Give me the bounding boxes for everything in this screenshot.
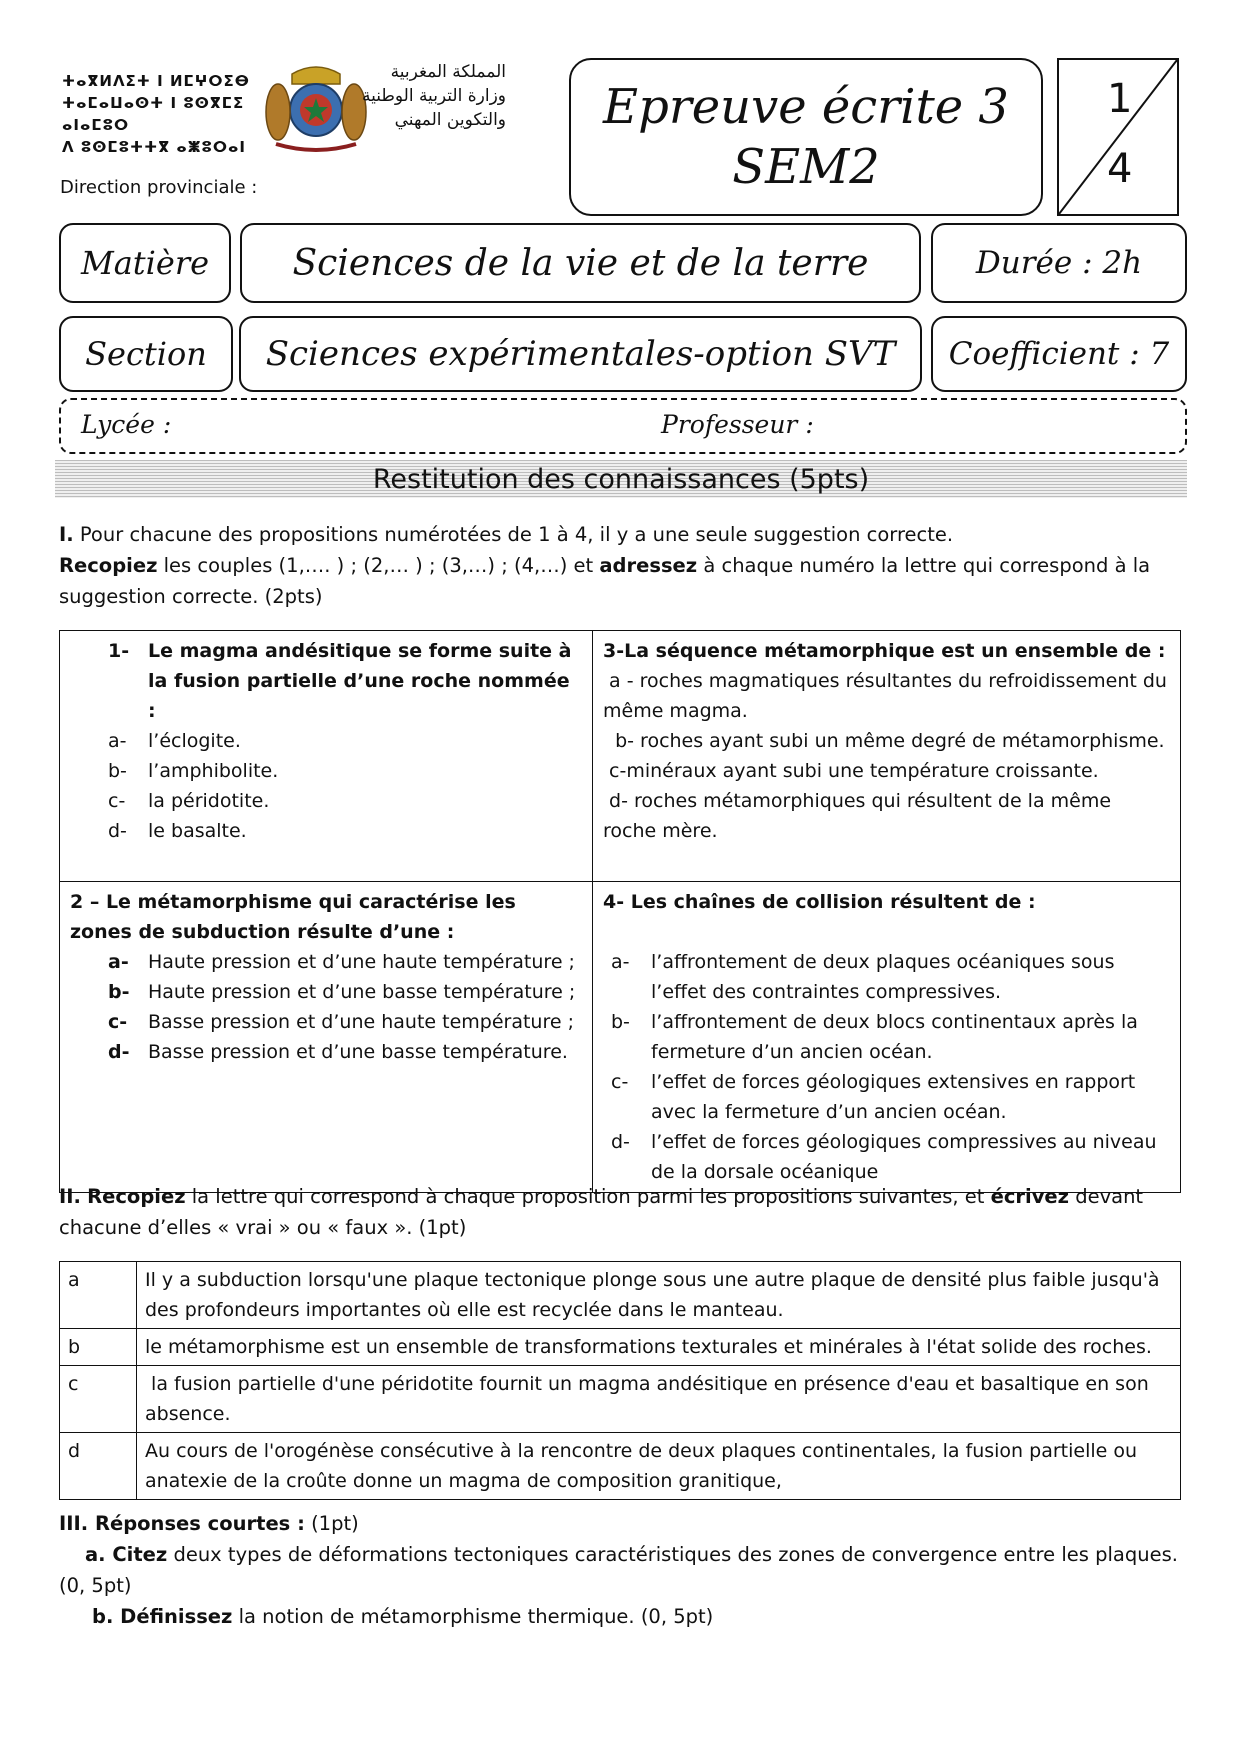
table-row: c la fusion partielle d'une péridotite fournit un magma andésitique en présence d'eau et basaltique en son absence. <box>60 1366 1181 1433</box>
list-item: b- l’affrontement de deux blocs continentaux après la fermeture d’un ancien océan. <box>611 1011 1138 1063</box>
part1-instructions: I. Pour chacune des propositions numérotées de 1 à 4, il y a une seule suggestion correcte. Recopiez les couples (1,…. ) ; (2,… ) ; (3,…) ; (4,…) et adressez à chaque numéro la lettre qui correspond à la suggestion correcte. (2pts) <box>59 523 1151 608</box>
question-2: 2 – Le métamorphisme qui caractérise les zones de subduction résulte d’une : a- Haute pression et d’une haute température ; b- Haute pression et d’une basse température ; c- Basse pression et d’une haute température ; d- Basse pression et d’une basse température. <box>60 882 593 1193</box>
professeur-label: Professeur : <box>661 410 814 439</box>
list-item: d- le basalte. <box>108 820 247 842</box>
section-title: Restitution des connaissances (5pts) <box>372 463 870 495</box>
question-4: 4- Les chaînes de collision résultent de : a- l’affrontement de deux plaques océaniques sous l’effet des contraintes compressives. b- l’affrontement de deux blocs continentaux après la fermeture d’un ancien océan. c- l’effet de forces géologiques extensives en rapport avec la fermeture d’un ancien océan. d- l’effet de forces géologiques compressives au niveau de la dorsale océanique <box>593 882 1181 1193</box>
section-label: Section <box>59 316 233 392</box>
list-item: a- Haute pression et d’une haute température ; <box>108 951 575 973</box>
exam-title: Epreuve écrite 3 <box>603 79 1009 135</box>
table-row: b le métamorphisme est un ensemble de transformations texturales et minérales à l'état solide des roches. <box>60 1329 1181 1366</box>
question-3: 3-La séquence métamorphique est un ensemble de : a - roches magmatiques résultantes du refroidissement du même magma. b- roches ayant subi un même degré de métamorphisme. c-minéraux ayant subi une température croissante. d- roches métamorphiques qui résultent de la même roche mère. <box>593 631 1181 882</box>
list-item: c- la péridotite. <box>108 790 270 812</box>
page-total: 4 <box>1107 146 1133 192</box>
list-item: b- l’amphibolite. <box>108 760 279 782</box>
table-row: a Il y a subduction lorsqu'une plaque tectonique plonge sous une autre plaque de densité plus faible jusqu'à des profondeurs importantes où elle est recyclée dans le manteau. <box>60 1262 1181 1329</box>
arabic-ministry-name: المملكة المغربية وزارة التربية الوطنية والتكوين المهني <box>361 62 506 130</box>
list-item: c- Basse pression et d’une haute température ; <box>108 1011 574 1033</box>
page-number: 1 <box>1107 76 1133 122</box>
list-item: d- roches métamorphiques qui résultent de la même roche mère. <box>603 790 1118 842</box>
list-item: b- Haute pression et d’une basse température ; <box>108 981 576 1003</box>
section-banner <box>55 460 1187 498</box>
lycee-label: Lycée : <box>81 410 172 439</box>
list-item: b- roches ayant subi un même degré de métamorphisme. <box>603 730 1165 752</box>
part3: III. Réponses courtes : (1pt) a. Citez deux types de déformations tectoniques caractéristiques des zones de convergence entre les plaques. (0, 5pt) b. Définissez la notion de métamorphisme thermique. (0, 5pt) <box>59 1512 1178 1628</box>
duree: Durée : 2h <box>931 223 1187 303</box>
question-1: 1- Le magma andésitique se forme suite à la fusion partielle d’une roche nommée : a- l’éclogite. b- l’amphibolite. c- la péridotite. d- le basalte. <box>60 631 593 882</box>
list-item: c-minéraux ayant subi une température croissante. <box>603 760 1099 782</box>
page-number-box <box>1057 58 1179 216</box>
exam-semester: SEM2 <box>732 139 880 195</box>
list-item: a - roches magmatiques résultantes du refroidissement du même magma. <box>603 670 1174 722</box>
list-item: a- l’affrontement de deux plaques océaniques sous l’effet des contraintes compressives. <box>611 951 1115 1003</box>
true-false-table <box>59 1261 1181 1500</box>
list-item: a- l’éclogite. <box>108 730 241 752</box>
part2-instructions: II. Recopiez la lettre qui correspond à chaque proposition parmi les propositions suivantes, et écrivez devant chacune d’elles « vrai » ou « faux ». (1pt) <box>59 1185 1144 1239</box>
list-item: d- l’effet de forces géologiques compressives au niveau de la dorsale océanique <box>611 1131 1157 1183</box>
tifinagh-ministry-name: ⵜⴰⴳⵍⴷⵉⵜ ⵏ ⵍⵎⵖⵔⵉⴱ ⵜⴰⵎⴰⵡⴰⵙⵜ ⵏ ⵓⵙⴳⵎⵉ ⴰⵏⴰⵎⵓⵔ ⴷ ⵓⵙⵎⵓⵜⵜⴳ ⴰⵥⵓⵔⴰⵏ <box>62 72 250 156</box>
lycee-professeur-box <box>59 398 1187 454</box>
mcq-table <box>59 630 1181 1193</box>
matiere-label: Matière <box>59 223 231 303</box>
coat-of-arms-logo <box>262 58 370 154</box>
list-item: d- Basse pression et d’une basse température. <box>108 1041 568 1063</box>
list-item: c- l’effet de forces géologiques extensives en rapport avec la fermeture d’un ancien océan. <box>611 1071 1136 1123</box>
section-value: Sciences expérimentales-option SVT <box>239 316 922 392</box>
matiere-value: Sciences de la vie et de la terre <box>240 223 921 303</box>
direction-provinciale: Direction provinciale : <box>60 177 258 198</box>
exam-title-box <box>569 58 1043 216</box>
table-row: d Au cours de l'orogénèse consécutive à la rencontre de deux plaques continentales, la fusion partielle ou anatexie de la croûte donne un magma de composition granitique, <box>60 1433 1181 1500</box>
coefficient: Coefficient : 7 <box>931 316 1187 392</box>
